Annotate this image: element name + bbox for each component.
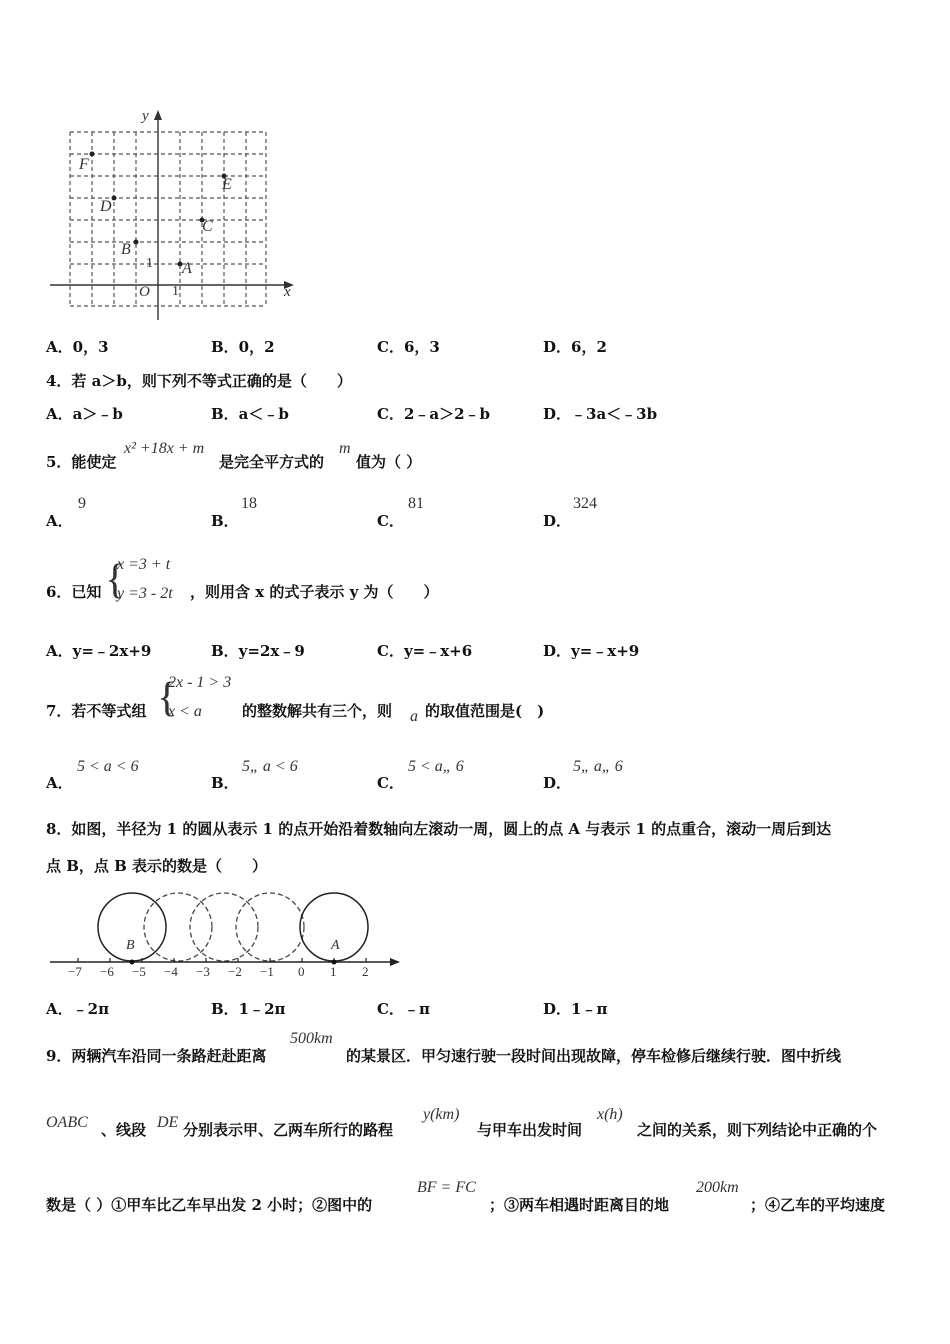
axis-tick-label: 2 [362,964,369,979]
point-b-label: B [121,241,131,258]
q3-option-c: C．6，3 [377,338,440,356]
q5-option-d-label: D． [543,512,572,530]
q5-option-d-value: 324 [573,495,597,512]
q7-system-brace: { [157,675,178,721]
point-f-label: F [79,156,89,173]
q7-option-a-value: 5 < a < 6 [77,758,139,775]
q5-stem-start: 5．能使定 [46,453,117,471]
x-tick-label: 1 [172,284,179,299]
rolling-circle-figure [44,886,410,986]
q5-option-a-label: A． [46,512,73,530]
axis-tick-label: −6 [100,964,114,979]
q7-stem-start: 7．若不等式组 [46,702,147,720]
q7-option-d-value: 5„ a„ 6 [573,758,623,775]
q7-option-c-label: C． [377,774,404,792]
q6-stem-end: ，则用含 x 的式子表示 y 为（ ） [190,583,439,601]
q5-variable: m [339,440,351,457]
q7-option-c-value: 5 < a„ 6 [408,758,464,775]
x-axis-label: x [284,284,291,300]
q6-system-brace: { [105,557,126,603]
y-tick-label: 1 [146,256,153,271]
q8-stem-line-2: 点 B，点 B 表示的数是（ ） [46,857,268,875]
q9-line-2-c: 与甲车出发时间 [477,1121,583,1139]
q6-equation-1: x =3 + t [117,556,171,573]
q9-line-1-end: 的某景区．甲匀速行驶一段时间出现故障，停车检修后继续行驶．图中折线 [346,1047,842,1065]
q5-option-c-value: 81 [408,495,424,512]
q9-line-3-end: ；④乙车的平均速度 [750,1196,886,1214]
axis-tick-label: −3 [196,964,210,979]
q7-stem-end: 的取值范围是( ) [425,702,545,720]
q9-line-2-a: 、线段 [101,1121,147,1139]
q9-y-variable: y(km) [423,1106,460,1123]
q5-option-c-label: C． [377,512,404,530]
q7-option-a-label: A． [46,774,73,792]
axis-tick-label: −2 [228,964,242,979]
y-axis-label: y [142,108,149,124]
axis-point-a-label: A [331,938,340,953]
point-e-label: E [222,176,232,193]
point-d-label: D [100,198,112,215]
q3-option-d: D．6，2 [543,338,607,356]
axis-tick-label: −7 [68,964,82,979]
q6-equation-2: y =3 - 2t [117,585,173,602]
q9-distance: 500km [290,1030,333,1047]
q6-option-d: D．y=﹣x+9 [543,642,640,660]
q4-option-b: B．a＜﹣b [211,405,289,423]
q9-polyline: OABC [46,1114,88,1131]
q9-line-1-start: 9．两辆汽车沿同一条路赶赴距离 [46,1047,267,1065]
axis-tick-label: 1 [330,964,337,979]
q7-option-b-value: 5„ a < 6 [242,758,298,775]
q9-line-2-d: 之间的关系，则下列结论中正确的个 [637,1121,878,1139]
q6-option-c: C．y=﹣x+6 [377,642,473,660]
origin-label: O [139,284,150,300]
q3-option-a: A．0，3 [46,338,109,356]
q9-line-2-b: 分别表示甲、乙两车所行的路程 [183,1121,394,1139]
q5-expression: x² +18x + m [124,440,205,457]
q6-stem-start: 6．已知 [46,583,102,601]
q5-option-a-value: 9 [78,495,86,512]
q6-option-b: B．y=2x﹣9 [211,642,305,660]
q9-meeting-distance: 200km [696,1179,739,1196]
q7-inequality-1: 2x - 1 > 3 [168,674,232,691]
q3-option-b: B．0，2 [211,338,275,356]
q9-segment-equality: BF = FC [417,1179,476,1196]
q9-segment: DE [157,1114,179,1131]
q6-option-a: A．y=﹣2x+9 [46,642,152,660]
q8-option-a: A．﹣2π [46,1000,110,1018]
q8-stem-line-1: 8．如图，半径为 1 的圆从表示 1 的点开始沿着数轴向左滚动一周，圆上的点 A 与表示 1 的点重合，滚动一周后到达 [46,820,832,838]
axis-tick-label: −1 [260,964,274,979]
q9-line-3-start: 数是（ ）①甲车比乙车早出发 2 小时；②图中的 [46,1196,373,1214]
q8-option-b: B．1﹣2π [211,1000,286,1018]
q4-stem: 4．若 a＞b，则下列不等式正确的是（ ） [46,372,352,390]
q5-stem-end: 值为（ ） [356,453,422,471]
q9-x-variable: x(h) [597,1106,623,1123]
q7-variable: a [410,708,418,725]
q4-option-c: C．2﹣a＞2﹣b [377,405,491,423]
q5-option-b-value: 18 [241,495,257,512]
point-c-label: C [202,218,213,235]
q9-line-3-mid: ；③两车相遇时距离目的地 [489,1196,670,1214]
q7-stem-mid: 的整数解共有三个，则 [242,702,393,720]
point-a-label: A [182,260,192,277]
axis-tick-label: 0 [298,964,305,979]
q7-option-d-label: D． [543,774,572,792]
q8-option-d: D．1﹣π [543,1000,608,1018]
q4-option-d: D．﹣3a＜﹣3b [543,405,658,423]
q4-option-a: A．a＞﹣b [46,405,123,423]
axis-tick-label: −4 [164,964,178,979]
axis-tick-label: −5 [132,964,146,979]
q5-option-b-label: B． [211,512,239,530]
q5-stem-mid: 是完全平方式的 [219,453,325,471]
q8-option-c: C．﹣π [377,1000,430,1018]
axis-point-b-label: B [126,938,135,953]
q7-inequality-2: x < a [168,703,202,720]
q7-option-b-label: B． [211,774,239,792]
